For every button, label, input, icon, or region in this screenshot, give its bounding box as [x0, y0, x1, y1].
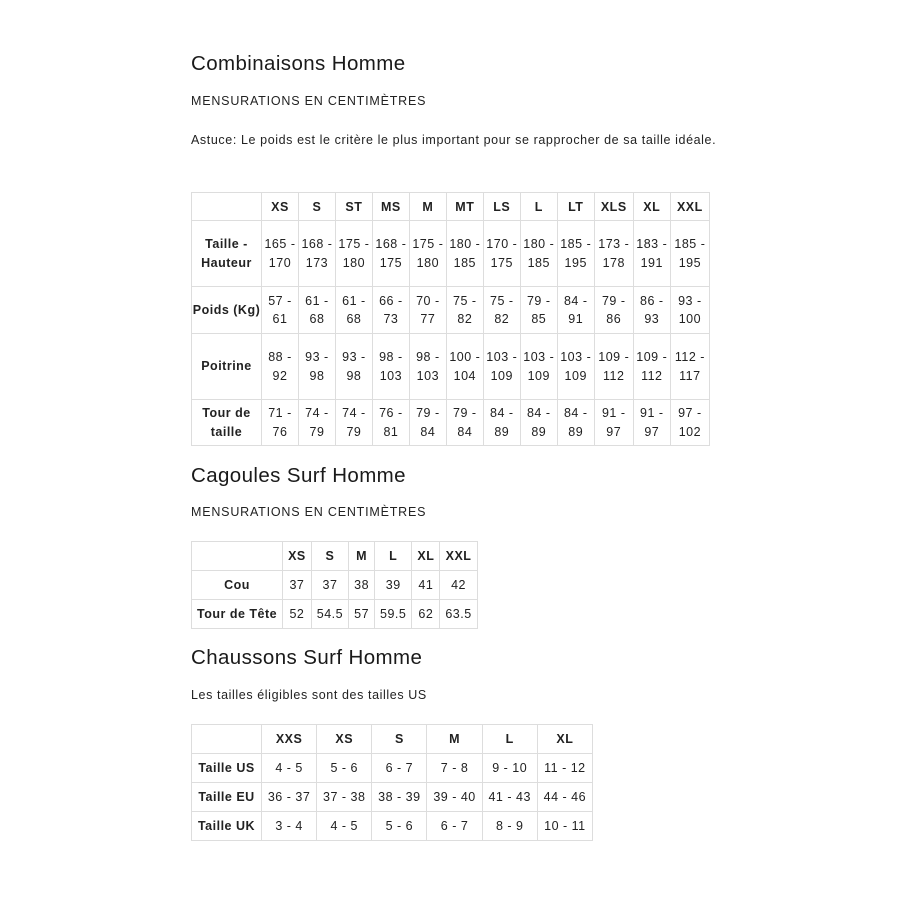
table-cell: 168 - 175	[372, 221, 409, 287]
row-label: Poids (Kg)	[192, 287, 262, 334]
table-cell: 38	[349, 571, 375, 600]
table-cell: 76 - 81	[372, 400, 409, 446]
table-cell: 170 - 175	[483, 221, 520, 287]
size-header: XLS	[594, 193, 633, 221]
table-cell: 52	[283, 600, 312, 629]
table-cell: 11 - 12	[537, 754, 592, 783]
size-header: LS	[483, 193, 520, 221]
table-cell: 84 - 89	[520, 400, 557, 446]
table-cell: 183 - 191	[633, 221, 670, 287]
section2-subtitle: MENSURATIONS EN CENTIMÈTRES	[191, 505, 427, 519]
table-cell: 61 - 68	[298, 287, 335, 334]
table-cell: 97 - 102	[670, 400, 709, 446]
corner-cell	[192, 542, 283, 571]
table-cell: 70 - 77	[409, 287, 446, 334]
size-header: L	[375, 542, 412, 571]
table-cell: 103 - 109	[557, 334, 594, 400]
table-cell: 84 - 89	[557, 400, 594, 446]
table-header-row	[192, 725, 593, 754]
table-cell: 62	[412, 600, 440, 629]
table-cell: 54.5	[311, 600, 348, 629]
table-cell: 37	[283, 571, 312, 600]
table-cell: 9 - 10	[482, 754, 537, 783]
section1-subtitle: MENSURATIONS EN CENTIMÈTRES	[191, 94, 427, 108]
size-header: XS	[317, 725, 372, 754]
table-cell: 57	[349, 600, 375, 629]
size-header: S	[372, 725, 427, 754]
table-row	[192, 783, 593, 812]
table-header-row	[192, 542, 478, 571]
table-cell: 8 - 9	[482, 812, 537, 841]
section1-tip: Astuce: Le poids est le critère le plus important pour se rapprocher de sa taille idéale.	[191, 133, 717, 147]
table-cell: 7 - 8	[427, 754, 482, 783]
size-header: XL	[537, 725, 592, 754]
table-cell: 39	[375, 571, 412, 600]
table-cell: 91 - 97	[633, 400, 670, 446]
table-cell: 74 - 79	[298, 400, 335, 446]
table-cell: 185 - 195	[557, 221, 594, 287]
table-cell: 4 - 5	[262, 754, 317, 783]
table-cell: 79 - 84	[446, 400, 483, 446]
table-cell: 4 - 5	[317, 812, 372, 841]
table-cell: 86 - 93	[633, 287, 670, 334]
table-cell: 112 - 117	[670, 334, 709, 400]
size-header: ST	[335, 193, 372, 221]
table-cell: 109 - 112	[633, 334, 670, 400]
table-cell: 103 - 109	[483, 334, 520, 400]
size-header: S	[311, 542, 348, 571]
size-header: M	[409, 193, 446, 221]
table-cell: 59.5	[375, 600, 412, 629]
table-cell: 100 - 104	[446, 334, 483, 400]
table-row	[192, 754, 593, 783]
table-cell: 88 - 92	[262, 334, 299, 400]
row-label: Cou	[192, 571, 283, 600]
table-cell: 91 - 97	[594, 400, 633, 446]
table-cell: 36 - 37	[262, 783, 317, 812]
table-cell: 175 - 180	[335, 221, 372, 287]
table-cell: 37	[311, 571, 348, 600]
corner-cell	[192, 725, 262, 754]
table-cell: 41	[412, 571, 440, 600]
table-cell: 98 - 103	[372, 334, 409, 400]
table-cell: 71 - 76	[262, 400, 299, 446]
table-cell: 75 - 82	[446, 287, 483, 334]
table-cell: 39 - 40	[427, 783, 482, 812]
table-cell: 93 - 98	[335, 334, 372, 400]
table-cell: 79 - 85	[520, 287, 557, 334]
table-cell: 63.5	[440, 600, 477, 629]
row-label: Tour de Tête	[192, 600, 283, 629]
table-row	[192, 334, 710, 400]
size-header: MT	[446, 193, 483, 221]
size-header: XL	[412, 542, 440, 571]
hood-size-table	[191, 541, 478, 629]
size-header: XXL	[670, 193, 709, 221]
table-cell: 173 - 178	[594, 221, 633, 287]
corner-cell	[192, 193, 262, 221]
row-label: Taille - Hauteur	[192, 221, 262, 287]
size-header: XXS	[262, 725, 317, 754]
size-header: M	[427, 725, 482, 754]
table-cell: 84 - 89	[483, 400, 520, 446]
boots-size-table	[191, 724, 593, 841]
table-cell: 79 - 86	[594, 287, 633, 334]
table-cell: 75 - 82	[483, 287, 520, 334]
table-cell: 93 - 100	[670, 287, 709, 334]
table-cell: 109 - 112	[594, 334, 633, 400]
table-cell: 5 - 6	[317, 754, 372, 783]
table-row	[192, 812, 593, 841]
table-cell: 74 - 79	[335, 400, 372, 446]
row-label: Taille US	[192, 754, 262, 783]
section3-title: Chaussons Surf Homme	[191, 646, 423, 669]
table-header-row	[192, 193, 710, 221]
table-row	[192, 571, 478, 600]
table-cell: 103 - 109	[520, 334, 557, 400]
size-header: LT	[557, 193, 594, 221]
table-cell: 175 - 180	[409, 221, 446, 287]
table-cell: 93 - 98	[298, 334, 335, 400]
table-cell: 57 - 61	[262, 287, 299, 334]
table-cell: 41 - 43	[482, 783, 537, 812]
size-header: XXL	[440, 542, 477, 571]
row-label: Poitrine	[192, 334, 262, 400]
wetsuit-size-table	[191, 192, 710, 446]
section3-subtitle: Les tailles éligibles sont des tailles US	[191, 688, 427, 702]
table-row	[192, 400, 710, 446]
size-header: L	[520, 193, 557, 221]
section2-title: Cagoules Surf Homme	[191, 464, 406, 487]
size-header: M	[349, 542, 375, 571]
section1-title: Combinaisons Homme	[191, 52, 406, 75]
table-row	[192, 600, 478, 629]
table-cell: 66 - 73	[372, 287, 409, 334]
table-cell: 5 - 6	[372, 812, 427, 841]
size-header: MS	[372, 193, 409, 221]
table-cell: 180 - 185	[520, 221, 557, 287]
row-label: Tour de taille	[192, 400, 262, 446]
table-cell: 3 - 4	[262, 812, 317, 841]
table-cell: 38 - 39	[372, 783, 427, 812]
table-cell: 180 - 185	[446, 221, 483, 287]
size-header: XL	[633, 193, 670, 221]
table-cell: 37 - 38	[317, 783, 372, 812]
table-row	[192, 287, 710, 334]
size-header: XS	[262, 193, 299, 221]
size-header: XS	[283, 542, 312, 571]
table-cell: 185 - 195	[670, 221, 709, 287]
table-cell: 79 - 84	[409, 400, 446, 446]
table-cell: 84 - 91	[557, 287, 594, 334]
table-cell: 165 - 170	[262, 221, 299, 287]
table-cell: 98 - 103	[409, 334, 446, 400]
size-header: S	[298, 193, 335, 221]
table-cell: 168 - 173	[298, 221, 335, 287]
table-cell: 6 - 7	[427, 812, 482, 841]
table-cell: 42	[440, 571, 477, 600]
size-header: L	[482, 725, 537, 754]
row-label: Taille EU	[192, 783, 262, 812]
table-cell: 61 - 68	[335, 287, 372, 334]
table-cell: 44 - 46	[537, 783, 592, 812]
table-cell: 6 - 7	[372, 754, 427, 783]
row-label: Taille UK	[192, 812, 262, 841]
table-cell: 10 - 11	[537, 812, 592, 841]
table-row	[192, 221, 710, 287]
